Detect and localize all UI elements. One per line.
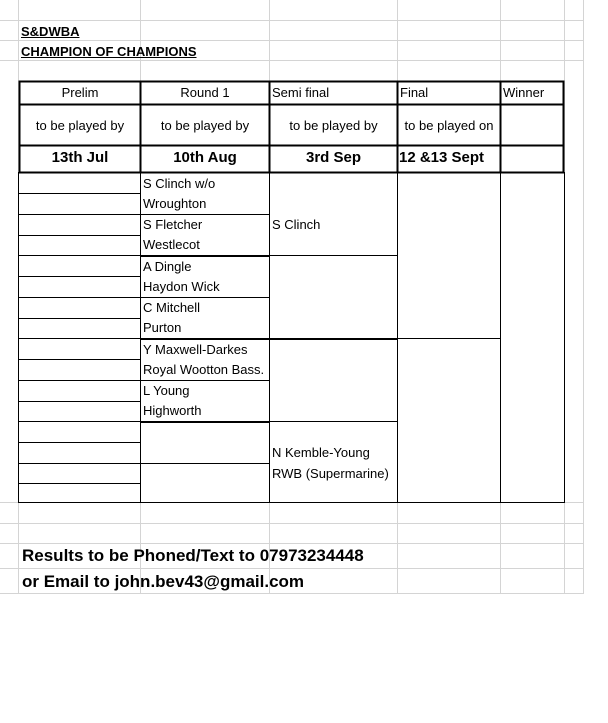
played-by-prelim: to be played by (35, 118, 125, 133)
round1-entry: S Clinch w/o (143, 176, 216, 191)
round1-entry: L Young (143, 383, 190, 398)
round-name-semifinal: Semi final (272, 85, 330, 100)
org-title: S&DWBA (21, 24, 80, 39)
date-prelim: 13th Jul (51, 149, 109, 166)
round1-entry: Haydon Wick (143, 279, 220, 294)
round1-entry: A Dingle (143, 259, 192, 274)
round-name-final: Final (400, 85, 429, 100)
round1-entry: S Fletcher (143, 217, 203, 232)
results-phone-text: Results to be Phoned/Text to 07973234448 (22, 546, 364, 565)
date-final: 12 &13 Sept (399, 149, 485, 166)
played-on-final: to be played on (404, 118, 494, 133)
played-by-round1: to be played by (160, 118, 250, 133)
competition-title: CHAMPION OF CHAMPIONS (21, 44, 197, 59)
round1-entry: Wroughton (143, 196, 207, 211)
played-by-semifinal: to be played by (289, 118, 378, 133)
round1-entry: Royal Wootton Bass. (143, 362, 265, 377)
date-round1: 10th Aug (173, 149, 237, 166)
semifinal-entry: N Kemble-Young (272, 445, 370, 460)
round1-entry: Westlecot (143, 237, 200, 252)
round-name-round1: Round 1 (180, 85, 230, 100)
round1-entry: Highworth (143, 403, 202, 418)
round-name-prelim: Prelim (61, 85, 99, 100)
semifinal-entry: RWB (Supermarine) (272, 466, 389, 481)
round1-entry: C Mitchell (143, 300, 201, 315)
round-name-winner: Winner (503, 85, 545, 100)
round1-entry: Y Maxwell-Darkes (143, 342, 248, 357)
date-semifinal: 3rd Sep (305, 149, 362, 166)
semifinal-entry: S Clinch (272, 217, 321, 232)
round1-entry: Purton (143, 320, 182, 335)
results-email-text: or Email to john.bev43@gmail.com (22, 572, 305, 591)
